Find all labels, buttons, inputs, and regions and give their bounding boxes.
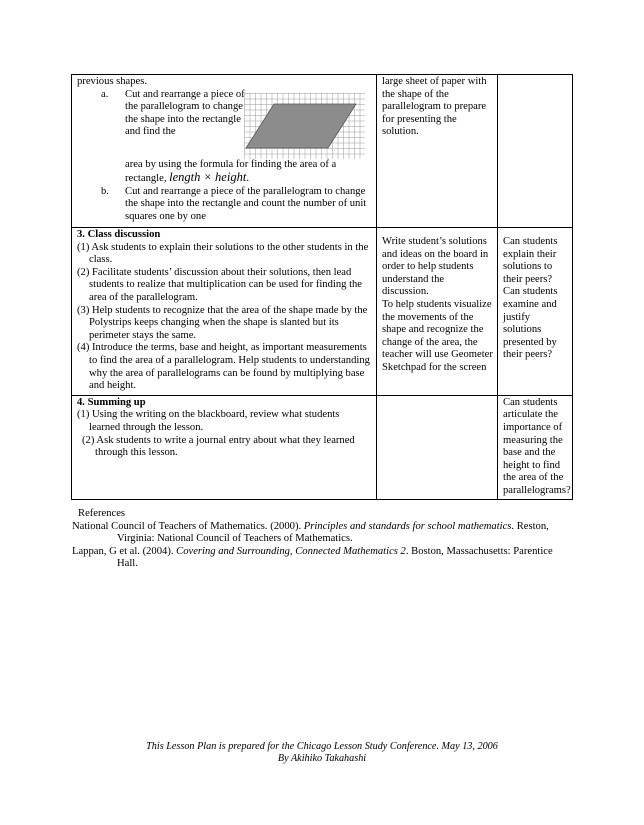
parallelogram-grid-figure xyxy=(244,93,366,159)
list-item: (1) Ask students to explain their solutions to the other students in the class. xyxy=(77,241,369,266)
row1-activities-cell xyxy=(72,75,377,228)
sub-item-b-text: Cut and rearrange a piece of the parallelogram to change the shape into the rectangle and count the number of unit squares one by one xyxy=(125,185,367,222)
formula-period: . xyxy=(246,173,249,185)
row2-activities-cell xyxy=(72,228,377,396)
sub-item-a-text: Cut and rearrange a piece of the parallelogram to change the shape into the rectangle and find the xyxy=(125,88,245,138)
table-row xyxy=(72,75,573,228)
support-note-board: Write student’s solutions and ideas on the board in order to help students understand the discussion. xyxy=(382,236,489,298)
references-section xyxy=(72,508,568,571)
section-title-summing-up: 4. Summing up xyxy=(77,396,146,408)
row2-teacher-support-cell xyxy=(377,228,498,396)
reference-title: Principles and standards for school mathematics xyxy=(303,520,512,532)
row1-teacher-support-cell: large sheet of paper with the shape of the parallelogram to prepare for presenting the solution. xyxy=(377,75,498,228)
sub-item-a-continued xyxy=(77,159,372,186)
page-footer xyxy=(0,741,644,765)
list-item: (2) Ask students to write a journal entry about what they learned through this lesson. xyxy=(82,434,355,459)
reference-publisher: . Reston, Virginia: National Council of Teachers of Mathematics. xyxy=(117,520,549,545)
row3-activities-cell xyxy=(72,395,377,500)
reference-author: Lappan, G et al. (2004). xyxy=(72,545,177,557)
sub-item-a-label: a. xyxy=(101,88,109,100)
references-heading: References xyxy=(78,508,126,519)
support-note-sketchpad: To help students visualize the movements of the shape and recognize the change of the area, the teacher will use Geometer Sketchpad for the screen xyxy=(382,298,493,373)
list-item: (2) Facilitate students’ discussion about their solutions, then lead students to realize that multiplication can be used for finding the area of the parallelogram. xyxy=(77,266,363,303)
list-item: (4) Introduce the terms, base and height, as important measurements to find the area of a parallelogram. Help students to understanding why the area of parallelograms can be found by multiplying base and height. xyxy=(77,342,370,392)
reference-entry xyxy=(72,546,568,571)
parallelogram-shape xyxy=(246,104,356,148)
table-row xyxy=(72,395,573,500)
row1-evaluation-cell xyxy=(498,75,573,228)
lesson-plan-table xyxy=(71,74,573,500)
row3-teacher-support-cell xyxy=(377,395,498,500)
row3-evaluation-cell: Can students articulate the importance of measuring the base and the height to find the area of the parallelograms? xyxy=(498,395,573,500)
row2-evaluation-cell: Can students explain their solutions to their peers? Can students examine and justify solutions presented by their peers? xyxy=(498,228,573,396)
footer-line: This Lesson Plan is prepared for the Chicago Lesson Study Conference. May 13, 2006 xyxy=(146,741,498,752)
table-row xyxy=(72,228,573,396)
reference-entry xyxy=(72,521,568,546)
sub-item-a-cont: area by using the formula for finding the area of a rectangle, xyxy=(125,158,337,185)
reference-author: National Council of Teachers of Mathematics. (2000). xyxy=(72,520,304,532)
list-item: (1) Using the writing on the blackboard, review what students learned through the lesson. xyxy=(77,409,340,433)
area-formula: length × height xyxy=(169,170,247,185)
reference-title: Covering and Surrounding, Connected Mathematics 2 xyxy=(176,545,406,557)
footer-author: By Akihiko Takahashi xyxy=(277,753,367,764)
sub-item-b xyxy=(77,186,372,224)
row1-intro: previous shapes. xyxy=(77,76,148,87)
sub-item-b-label: b. xyxy=(101,185,109,197)
section-title-class-discussion: 3. Class discussion xyxy=(77,229,161,240)
list-item: (3) Help students to recognize that the area of the shape made by the Polystrips keeps changing when the shape is slanted but its perimeter stays the same. xyxy=(77,304,368,341)
reference-publisher: . Boston, Massachusetts: Parentice Hall. xyxy=(117,545,553,570)
